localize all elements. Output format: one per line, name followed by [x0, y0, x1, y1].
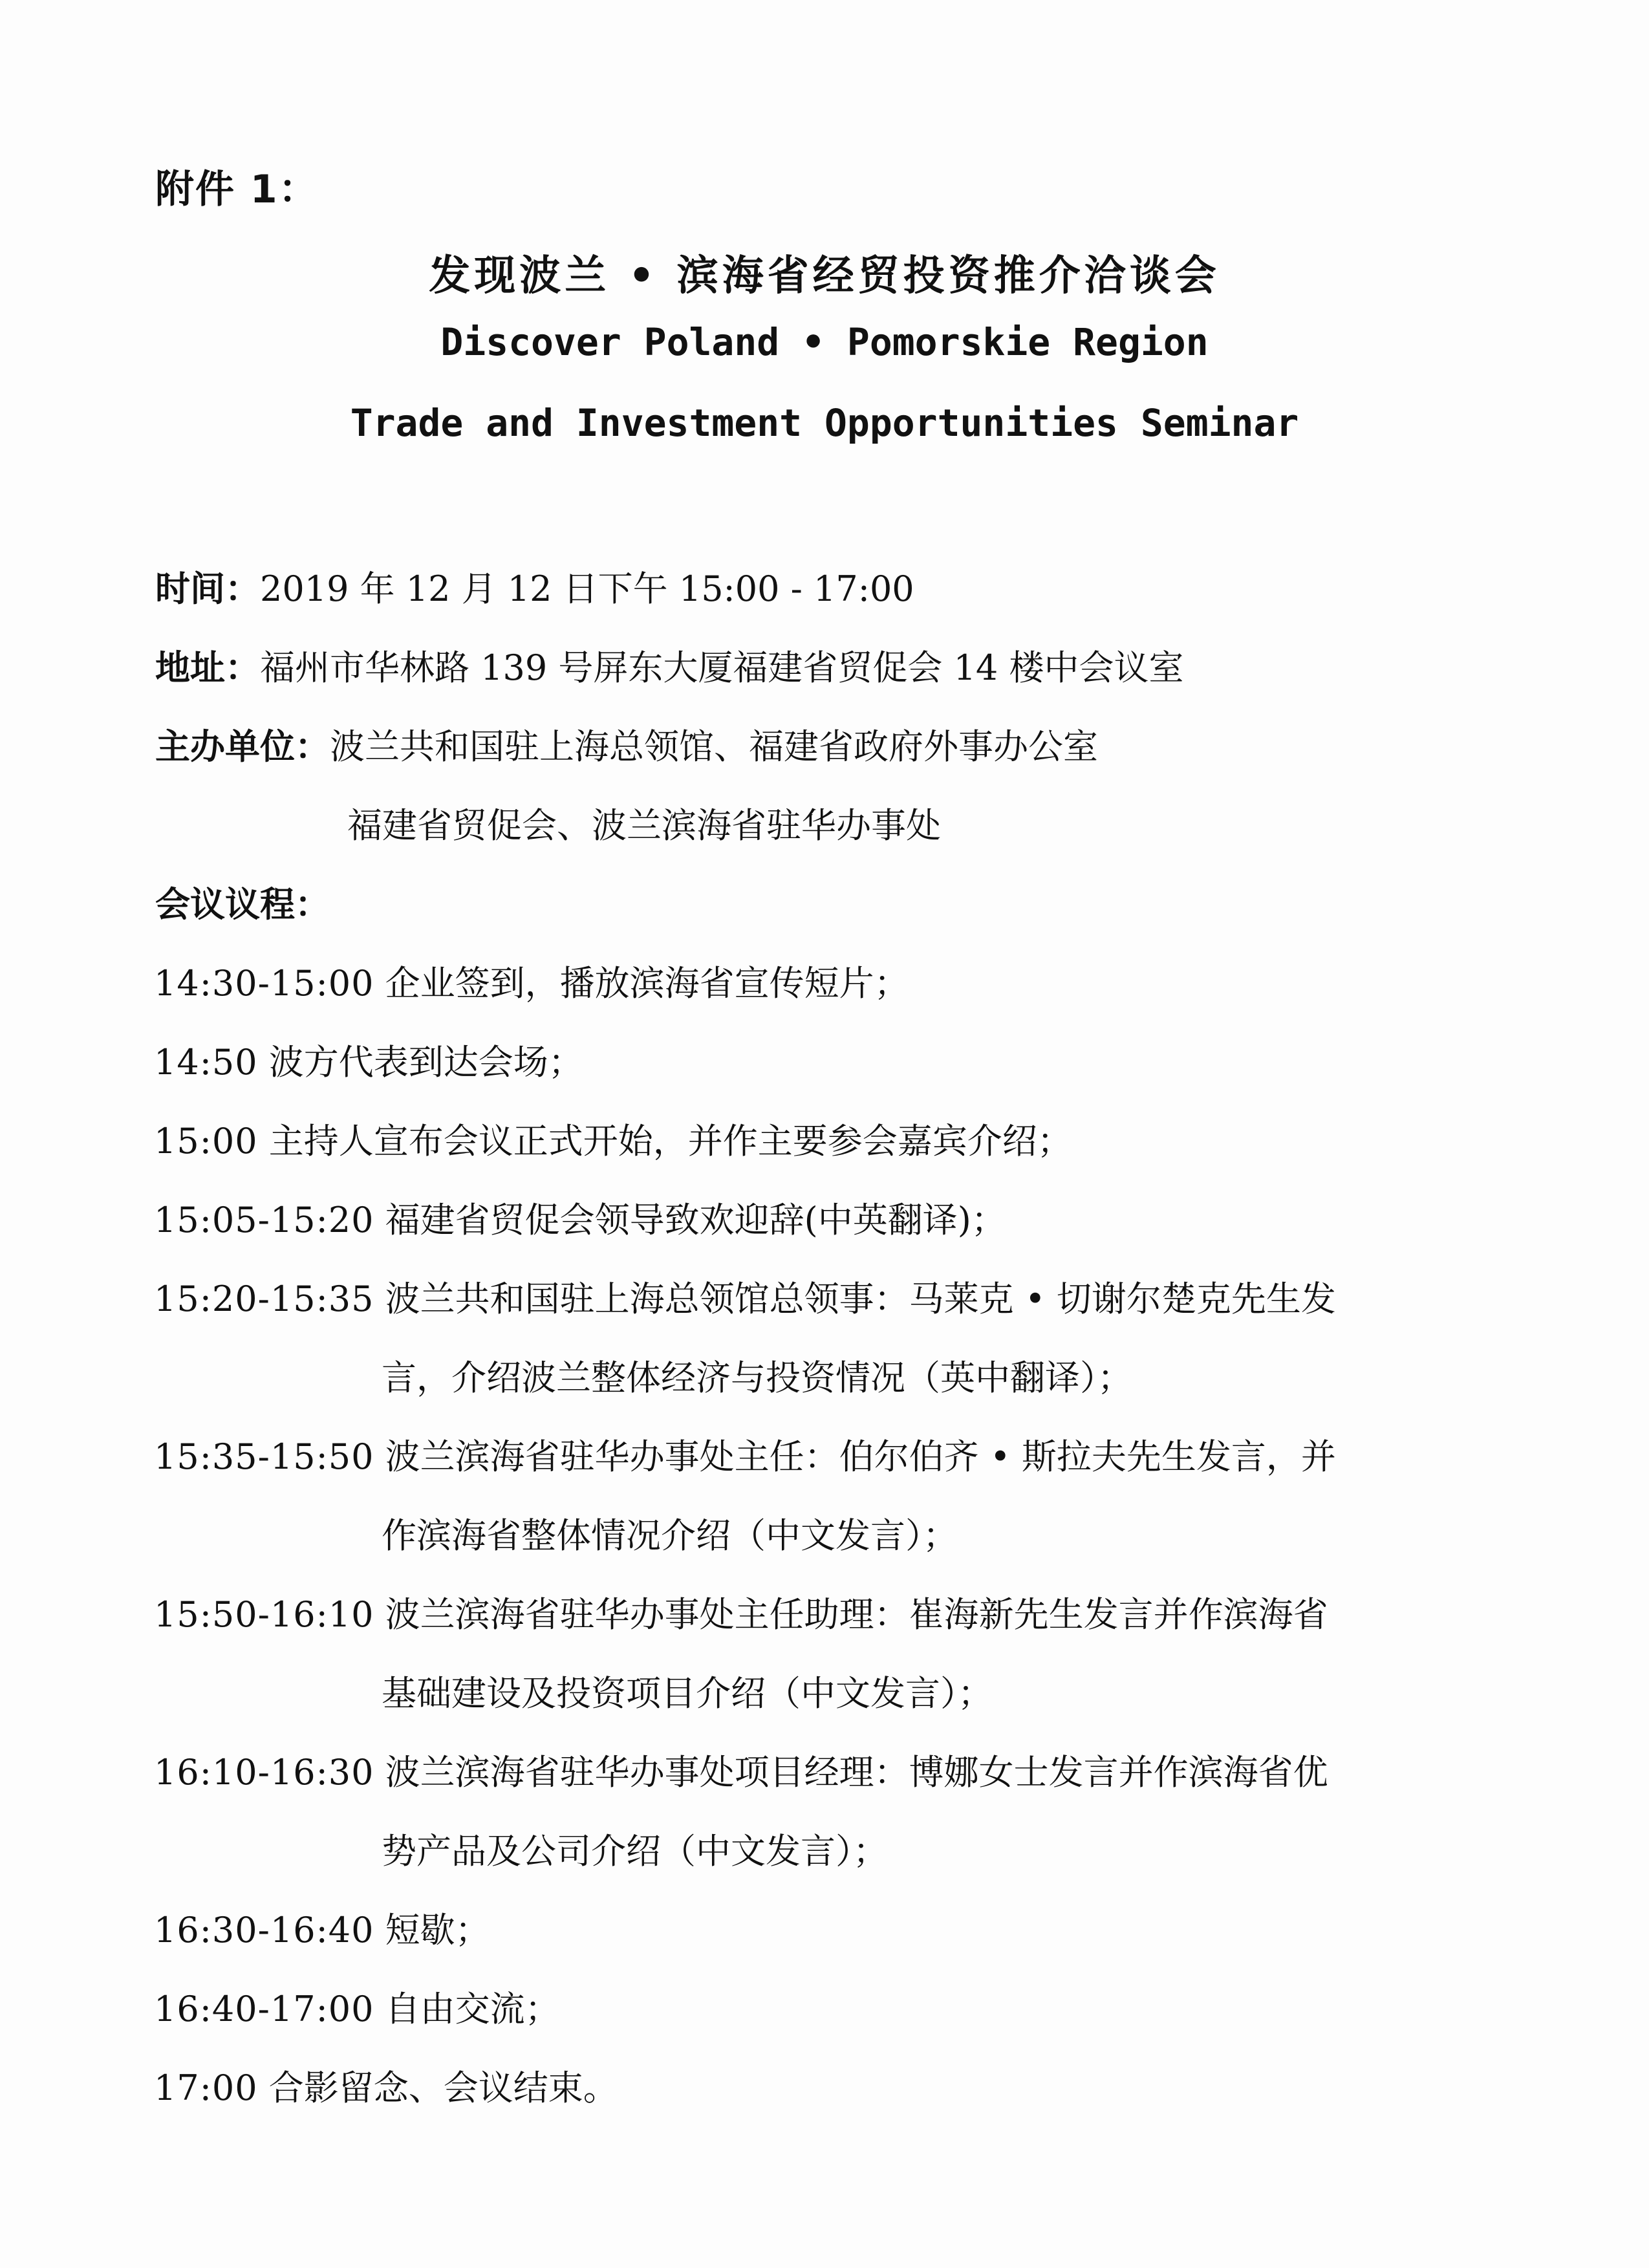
agenda-text: 自由交流； — [385, 1989, 560, 2029]
agenda-item — [154, 1982, 560, 2031]
address-row — [155, 640, 1183, 690]
agenda-text: 福建省贸促会领导致欢迎辞(中英翻译)； — [385, 1200, 1006, 1240]
agenda-text: 波兰滨海省驻华办事处主任：伯尔伯齐 • 斯拉夫先生发言，并 — [385, 1436, 1336, 1477]
agenda-item-continuation: 势产品及公司介绍（中文发言）； — [382, 1831, 888, 1872]
agenda-time: 17:00 — [154, 2068, 258, 2108]
agenda-item — [154, 1903, 490, 1952]
agenda-item — [154, 956, 909, 1006]
agenda-text: 企业签到，播放滨海省宣传短片； — [385, 963, 909, 1004]
address-label: 地址： — [155, 647, 260, 688]
agenda-text: 波兰共和国驻上海总领馆总领事：马莱克 • 切谢尔楚克先生发 — [385, 1279, 1336, 1319]
agenda-text: 短歇； — [385, 1910, 490, 1950]
agenda-item — [154, 1587, 1328, 1637]
address-value: 福州市华林路 139 号屏东大厦福建省贸促会 14 楼中会议室 — [260, 647, 1184, 688]
agenda-item — [154, 1271, 1336, 1321]
title-chinese: 发现波兰 • 滨海省经贸投资推介洽谈会 — [429, 252, 1220, 300]
agenda-time: 15:00 — [154, 1121, 258, 1161]
organizer-row — [155, 719, 1098, 769]
agenda-item — [154, 1114, 1072, 1163]
time-row — [155, 561, 914, 611]
organizer-line-1: 波兰共和国驻上海总领馆、福建省政府外事办公室 — [330, 726, 1098, 767]
agenda-text: 主持人宣布会议正式开始，并作主要参会嘉宾介绍； — [268, 1121, 1072, 1161]
agenda-time: 16:40-17:00 — [154, 1989, 374, 2029]
time-value: 2019 年 12 月 12 日下午 15:00 - 17:00 — [260, 568, 914, 609]
agenda-item-continuation: 言，介绍波兰整体经济与投资情况（英中翻译）； — [382, 1357, 1132, 1398]
title-english-line-2: Trade and Investment Opportunities Seminar — [350, 401, 1299, 445]
agenda-time: 15:05-15:20 — [154, 1200, 374, 1240]
agenda-time: 16:10-16:30 — [154, 1752, 374, 1793]
agenda-item-continuation: 作滨海省整体情况介绍（中文发言）； — [382, 1515, 958, 1556]
agenda-text: 波方代表到达会场； — [268, 1042, 583, 1083]
agenda-time: 15:35-15:50 — [154, 1436, 374, 1477]
agenda-time: 15:50-16:10 — [154, 1594, 374, 1635]
organizer-label: 主办单位： — [155, 726, 330, 767]
agenda-item — [154, 1745, 1328, 1795]
time-label: 时间： — [155, 568, 260, 609]
organizer-line-2: 福建省贸促会、波兰滨海省驻华办事处 — [347, 805, 941, 846]
agenda-text: 合影留念、会议结束。 — [268, 2068, 618, 2108]
agenda-time: 14:50 — [154, 1042, 258, 1083]
agenda-item — [154, 2060, 618, 2110]
attachment-label: 附件 1： — [155, 167, 319, 212]
agenda-item — [154, 1035, 583, 1085]
agenda-time: 16:30-16:40 — [154, 1910, 374, 1950]
agenda-time: 15:20-15:35 — [154, 1279, 374, 1319]
agenda-item-continuation: 基础建设及投资项目介绍（中文发言）； — [382, 1673, 993, 1714]
agenda-item — [154, 1193, 1006, 1242]
agenda-text: 波兰滨海省驻华办事处项目经理：博娜女士发言并作滨海省优 — [385, 1752, 1328, 1793]
agenda-heading: 会议议程： — [155, 884, 330, 925]
title-english-line-1: Discover Poland • Pomorskie Region — [440, 320, 1209, 364]
agenda-item — [154, 1429, 1336, 1479]
agenda-text: 波兰滨海省驻华办事处主任助理：崔海新先生发言并作滨海省 — [385, 1594, 1328, 1635]
agenda-time: 14:30-15:00 — [154, 963, 374, 1004]
